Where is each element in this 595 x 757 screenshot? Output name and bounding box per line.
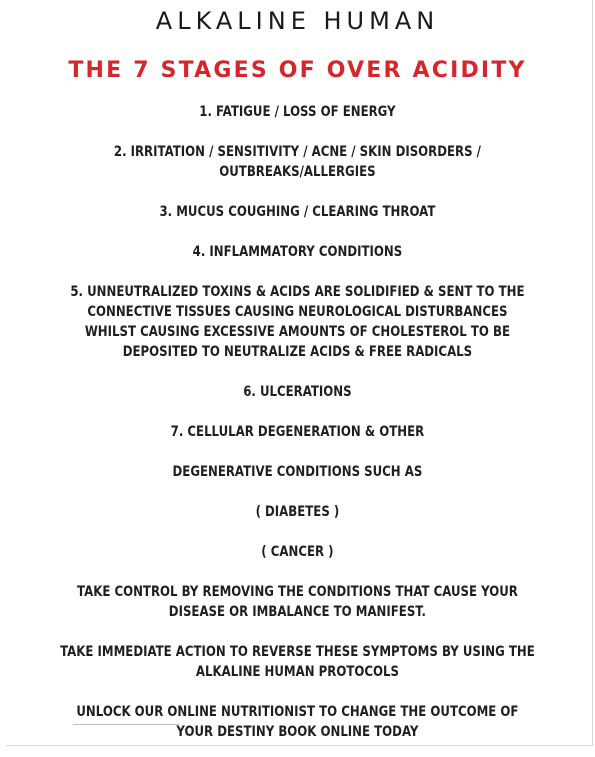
take-control-line-2: DISEASE OR IMBALANCE TO MANIFEST. xyxy=(168,604,427,620)
headline: THE 7 STAGES OF OVER ACIDITY xyxy=(68,58,527,83)
stage-2-line-2: OUTBREAKS/ALLERGIES xyxy=(219,164,376,180)
stage-4: 4. INFLAMMATORY CONDITIONS xyxy=(192,244,403,260)
degenerative-conditions: DEGENERATIVE CONDITIONS SUCH AS xyxy=(172,464,423,480)
stage-5-line-4: DEPOSITED TO NEUTRALIZE ACIDS & FREE RADICALS xyxy=(122,344,473,360)
stage-2-line-1: 2. IRRITATION / SENSITIVITY / ACNE / SKIN DISORDERS / xyxy=(113,144,481,160)
page-border-bottom xyxy=(6,745,593,746)
unlock-line-1: UNLOCK OUR ONLINE NUTRITIONIST TO CHANGE THE OUTCOME OF xyxy=(76,704,519,720)
page-border-right xyxy=(592,0,593,745)
cancer-label: ( CANCER ) xyxy=(261,544,334,560)
stage-7: 7. CELLULAR DEGENERATION & OTHER xyxy=(170,424,425,440)
brand-title: ALKALINE HUMAN xyxy=(155,7,440,35)
stage-6: 6. ULCERATIONS xyxy=(243,384,352,400)
diabetes-label: ( DIABETES ) xyxy=(255,504,340,520)
stage-1: 1. FATIGUE / LOSS OF ENERGY xyxy=(199,104,396,120)
stage-5-line-2: CONNECTIVE TISSUES CAUSING NEUROLOGICAL DISTURBANCES xyxy=(87,304,508,320)
stage-3: 3. MUCUS COUGHING / CLEARING THROAT xyxy=(159,204,436,220)
stage-5-line-1: 5. UNNEUTRALIZED TOXINS & ACIDS ARE SOLIDIFIED & SENT TO THE xyxy=(70,284,525,300)
unlock-line-2: YOUR DESTINY BOOK ONLINE TODAY xyxy=(176,724,419,740)
take-control-line-1: TAKE CONTROL BY REMOVING THE CONDITIONS THAT CAUSE YOUR xyxy=(76,584,518,600)
take-action-line-1: TAKE IMMEDIATE ACTION TO REVERSE THESE SYMPTOMS BY USING THE xyxy=(60,644,535,660)
stage-5-line-3: WHILST CAUSING EXCESSIVE AMOUNTS OF CHOLESTEROL TO BE xyxy=(84,324,510,340)
take-action-line-2: ALKALINE HUMAN PROTOCOLS xyxy=(195,664,399,680)
